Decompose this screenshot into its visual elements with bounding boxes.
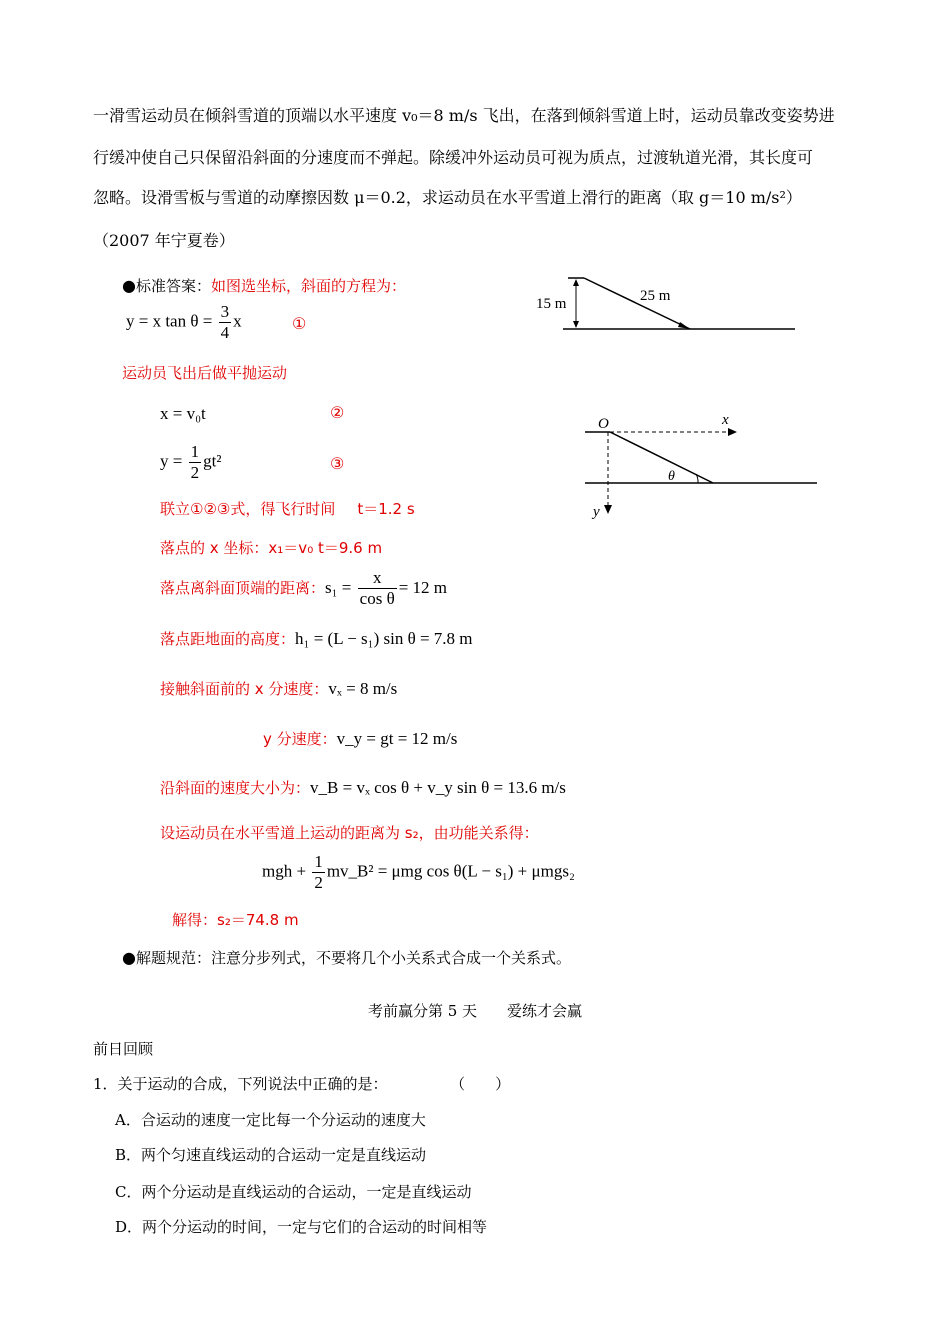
problem-line-1: 一滑雪运动员在倾斜雪道的顶端以水平速度 v₀＝8 m/s 飞出，在落到倾斜雪道上时，运动员靠改变姿势进 (93, 106, 835, 125)
equation-3 (160, 442, 221, 483)
problem-line-2: 行缓冲使自己只保留沿斜面的分速度而不弹起。除缓冲外运动员可视为质点，过渡轨道光滑，其长度可 (93, 148, 814, 167)
answer-label: 标准答案： (135, 277, 211, 295)
eq3-denominator: 2 (190, 463, 200, 482)
landing-x-label: 落点的 x 坐标： (160, 539, 269, 557)
equation-1 (126, 302, 242, 343)
vb-label: 沿斜面的速度大小为： (160, 779, 311, 797)
energy-numerator: 1 (314, 852, 323, 871)
origin-label: O (598, 416, 609, 432)
mark-3: ③ (330, 454, 345, 473)
option-d: D．两个分运动的时间，一定与它们的合运动的时间相等 (115, 1218, 488, 1236)
note-projectile: 运动员飞出后做平抛运动 (122, 364, 288, 382)
eq3-lhs: y = (160, 451, 187, 471)
question-1 (93, 1073, 510, 1094)
eq1-rhs: x (233, 311, 242, 331)
answer-blank: （ ） (457, 1075, 511, 1093)
eq1-numerator: 3 (220, 302, 230, 321)
eq1-lhs: y = x tan θ = (126, 311, 217, 331)
distance-denominator: cos θ (359, 589, 395, 608)
eq3-fraction (189, 442, 202, 483)
mark-1: ① (292, 314, 307, 333)
step-landing-x (160, 537, 382, 558)
question-number: 1． (93, 1075, 118, 1093)
coordinate-figure (580, 410, 820, 525)
height-arrow-up (573, 279, 579, 286)
energy-rhs: mv_B² = μmg cos θ(L − s₁) + μmgs₂ (326, 861, 575, 881)
eq3-numerator: 1 (190, 442, 200, 461)
distance-rhs: = 12 m (398, 578, 448, 597)
step-vy (263, 728, 457, 749)
answer-intro: 如图选坐标，斜面的方程为： (210, 277, 406, 295)
vx-label: 接触斜面前的 x 分速度： (160, 680, 329, 698)
flight-time-label: 联立①②③式，得飞行时间 (160, 500, 336, 518)
option-c: C．两个分运动是直线运动的合运动，一定是直线运动 (115, 1183, 472, 1201)
problem-line-3: 忽略。设滑雪板与雪道的动摩擦因数 μ＝0.2，求运动员在水平雪道上滑行的距离（取 g＝10 m/s²） (93, 188, 802, 207)
norm-text: 解题规范：注意分步列式，不要将几个小关系式合成一个关系式。 (135, 949, 571, 967)
step-distance (160, 568, 447, 609)
solution-norm (122, 947, 571, 968)
norm-bullet-icon: ● (122, 948, 136, 967)
energy-fraction (312, 852, 325, 893)
height-equation: h₁ = (L − s₁) sin θ = 7.8 m (295, 629, 473, 648)
flight-time-value: t＝1.2 s (357, 500, 415, 518)
slope-figure (528, 268, 803, 338)
problem-source: （2007 年宁夏卷） (93, 231, 235, 250)
energy-equation (262, 852, 575, 893)
x-axis-label: x (722, 412, 729, 428)
step-vb (160, 777, 566, 798)
y-axis-label: y (593, 504, 600, 520)
question-stem: 关于运动的合成，下列说法中正确的是： (117, 1075, 388, 1093)
mark-2: ② (330, 403, 345, 422)
distance-lhs: s₁ = (325, 578, 356, 597)
distance-numerator: x (358, 568, 397, 589)
slope-line (584, 278, 690, 329)
option-a: A．合运动的速度一定比每一个分运动的速度大 (115, 1111, 426, 1129)
review-heading: 前日回顾 (93, 1040, 154, 1058)
eq3-rhs: gt² (203, 451, 222, 471)
energy-denominator: 2 (314, 873, 323, 892)
slope-length-label: 25 m (640, 288, 671, 304)
slope-arrowhead (678, 322, 690, 329)
option-b: B．两个匀速直线运动的合运动一定是直线运动 (115, 1146, 427, 1164)
answer-header (122, 275, 406, 296)
height-label: 落点距地面的高度： (160, 630, 296, 648)
y-axis-arrow (604, 505, 612, 514)
result: 解得：s₂＝74.8 m (172, 911, 299, 929)
bullet-icon: ● (122, 276, 136, 295)
eq1-denominator: 4 (220, 323, 230, 342)
eq1-fraction (219, 302, 232, 343)
height-arrow-down (573, 321, 579, 328)
energy-lhs: mgh + (262, 861, 311, 881)
equation-2: x = v₀t (160, 404, 206, 423)
vy-equation: v_y = gt = 12 m/s (336, 729, 458, 748)
vx-equation: vₓ = 8 m/s (328, 679, 398, 698)
step-energy-label: 设运动员在水平雪道上运动的距离为 s₂，由功能关系得： (160, 824, 539, 842)
step-vx (160, 678, 397, 699)
vb-equation: v_B = vₓ cos θ + v_y sin θ = 13.6 m/s (310, 778, 566, 797)
angle-label: θ (668, 469, 675, 484)
section-title: 考前赢分第 5 天 爱练才会赢 (367, 1002, 583, 1020)
step-flight-time (160, 498, 415, 519)
distance-fraction (358, 568, 397, 609)
step-height (160, 628, 473, 649)
landing-x-value: x₁＝v₀ t＝9.6 m (268, 539, 383, 557)
distance-label: 落点离斜面顶端的距离： (160, 579, 326, 597)
height-label: 15 m (536, 296, 567, 312)
incline-line (610, 432, 713, 483)
vy-label: y 分速度： (263, 730, 337, 748)
x-axis-arrow (728, 428, 737, 436)
